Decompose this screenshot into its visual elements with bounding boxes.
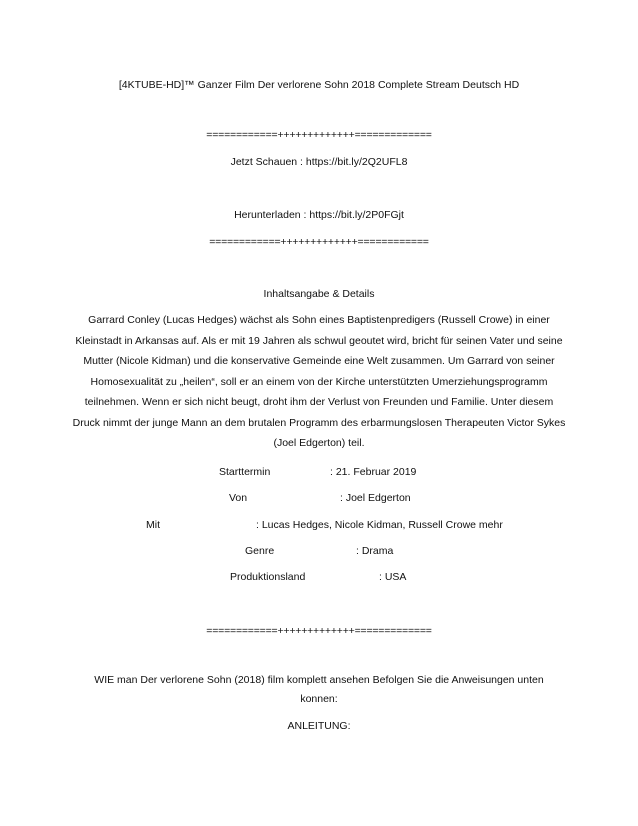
director-value: : Joel Edgerton	[340, 492, 411, 504]
country-value: : USA	[379, 571, 407, 583]
release-date-label: Starttermin	[219, 466, 271, 478]
section-heading: Inhaltsangabe & Details	[263, 288, 375, 300]
country-label: Produktionsland	[230, 571, 306, 583]
download-link-line[interactable]: Herunterladen : https://bit.ly/2P0FGjt	[234, 209, 404, 221]
cast-value: : Lucas Hedges, Nicole Kidman, Russell Crowe mehr	[256, 519, 503, 531]
instructions-heading: ANLEITUNG:	[287, 720, 351, 732]
watch-link-line[interactable]: Jetzt Schauen : https://bit.ly/2Q2UFL8	[230, 156, 408, 168]
synopsis-paragraph: Garrard Conley (Lucas Hedges) wächst als Sohn eines Baptistenpredigers (Russell Crowe) in einer Kleinstadt in Arkansas auf. Als er mit 19 Jahren als schwul geoutet wird, bricht für seinen Vater und seine Mutter (Nicole Kidman) und die konservative Gemeinde eine Welt zusammen. Um Garrard von seiner Homosexualität zu „heilen“, soll er an einem von der Kirche unterstützten Umerziehungsprogramm teilnehmen. Wenn er sich nicht beugt, droht ihm der Verlust von Freunden und Familie. Unter diesem Druck nimmt der junge Mann an dem brutalen Programm des erbarmungslosen Therapeuten Victor Sykes (Joel Edgerton) teil.	[72, 314, 566, 449]
document-title: [4KTUBE-HD]™ Ganzer Film Der verlorene Sohn 2018 Complete Stream Deutsch HD	[118, 79, 520, 91]
director-label: Von	[229, 492, 248, 504]
genre-label: Genre	[245, 545, 275, 557]
instructions-text: WIE man Der verlorene Sohn (2018) film komplett ansehen Befolgen Sie die Anweisungen unten konnen:	[94, 674, 544, 705]
separator-line: ============+++++++++++++=============	[206, 129, 432, 141]
release-date-value: : 21. Februar 2019	[330, 466, 417, 478]
genre-value: : Drama	[356, 545, 394, 557]
separator-line: ============+++++++++++++=============	[206, 625, 432, 637]
separator-line: ============+++++++++++++============	[209, 236, 429, 248]
cast-label: Mit	[146, 519, 160, 531]
